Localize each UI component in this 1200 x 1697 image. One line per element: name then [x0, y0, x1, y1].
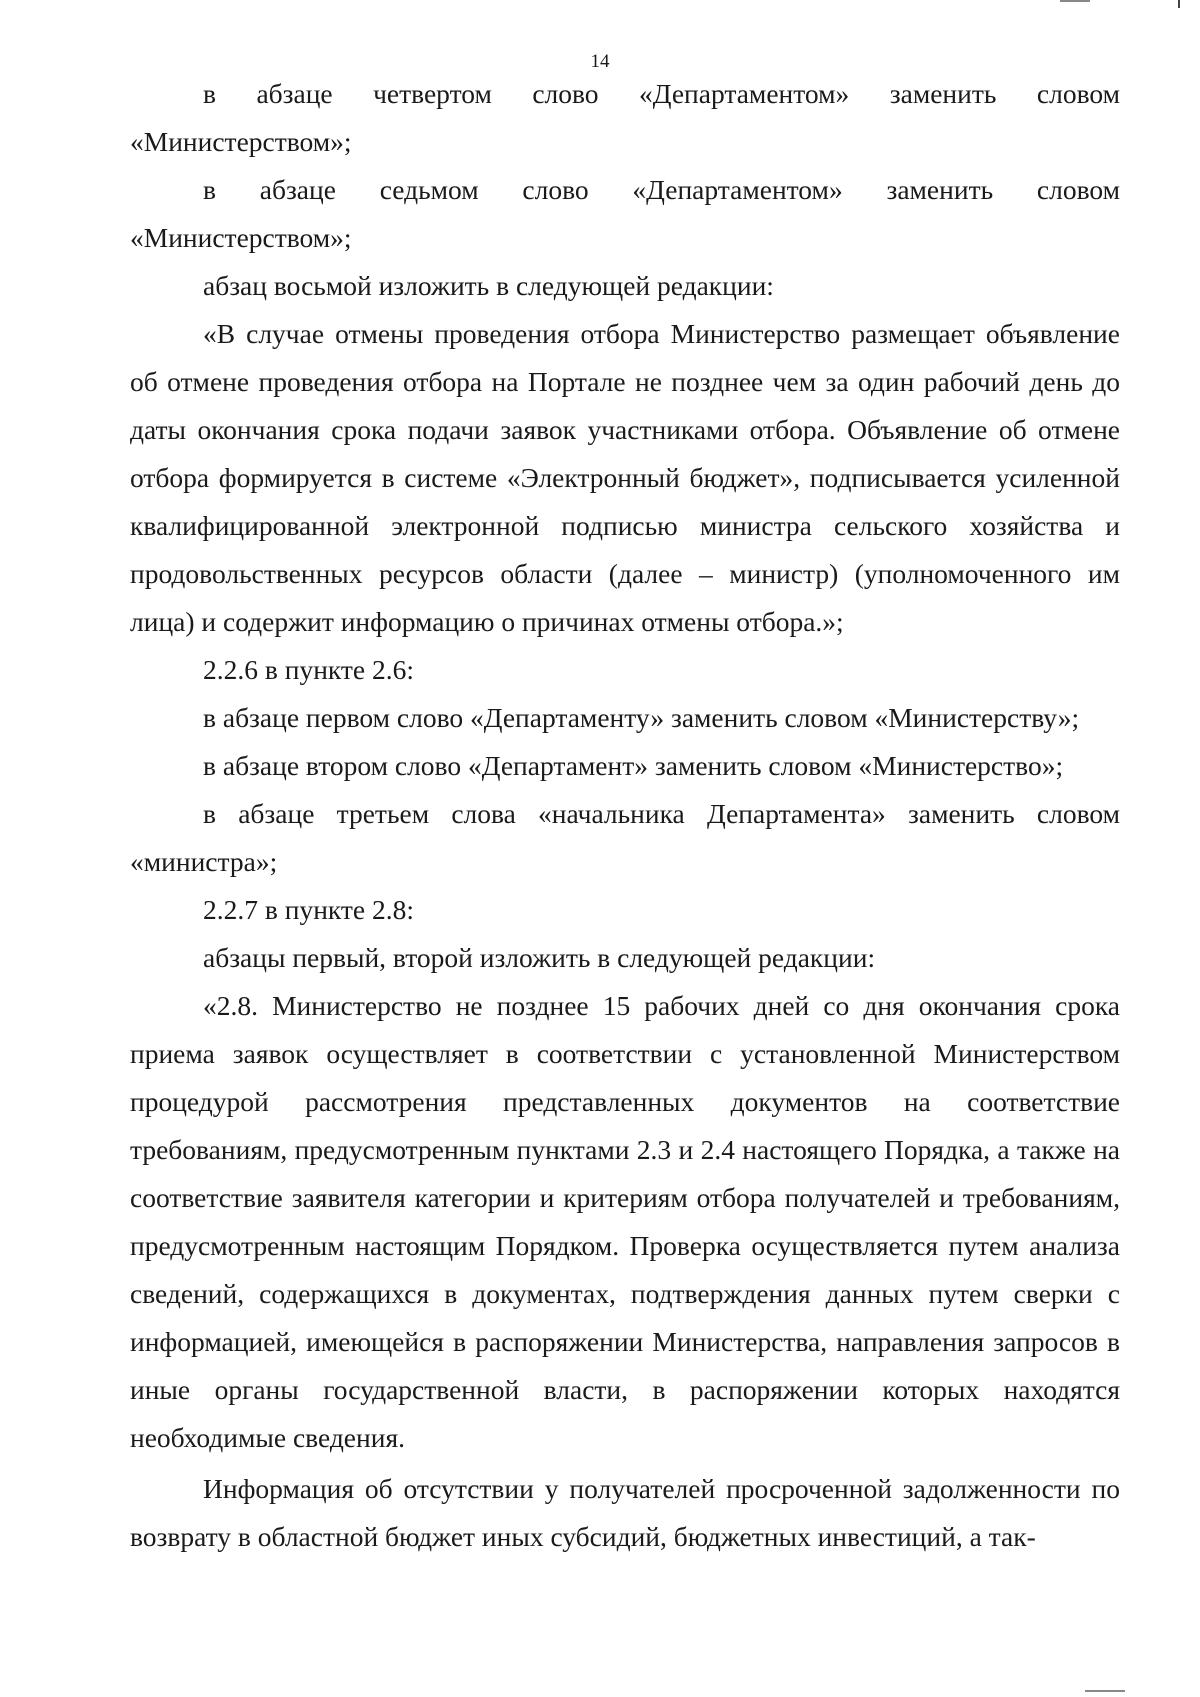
scan-artifact-bottom-right	[1085, 1690, 1125, 1692]
paragraph-2: в абзаце седьмом слово «Департаментом» заменить словом «Министерством»;	[130, 174, 1120, 253]
paragraph-3: абзац восьмой изложить в следующей редакции:	[203, 270, 774, 301]
paragraph-5: 2.2.6 в пункте 2.6:	[203, 654, 415, 685]
scan-artifact-top-right	[1178, 0, 1180, 8]
paragraph-7: в абзаце втором слово «Департамент» заменить словом «Министерство»;	[203, 750, 1064, 781]
paragraph-8: в абзаце третьем слова «начальника Департамента» заменить словом «министра»;	[130, 798, 1120, 877]
scan-artifact-top-right-dash	[1060, 0, 1090, 2]
paragraph-6: в абзаце первом слово «Департаменту» заменить словом «Министерству»;	[203, 702, 1080, 733]
paragraph-11: «2.8. Министерство не позднее 15 рабочих дней со дня окончания срока приема заявок осуществляет в соответствии с установленной Министерством процедурой рассмотрения представленных документов на соответствие требованиям, предусмотренным пунктами 2.3 и 2.4 настоящего Порядка, а также на соответствие заявителя категории и критериям отбора получателей и требованиям, предусмотренным настоящим Порядком. Проверка осуществляется путем анализа сведений, содержащихся в документах, подтверждения данных путем сверки с информацией, имеющейся в распоряжении Министерства, направления запросов в иные органы государственной власти, в распоряжении которых находятся необходимые сведения.	[130, 990, 1120, 1453]
paragraph-9: 2.2.7 в пункте 2.8:	[203, 894, 415, 925]
paragraph-12: Информация об отсутствии у получателей просроченной задолженности по возврату в областной бюджет иных субсидий, бюджетных инвестиций, а так-	[130, 1473, 1120, 1552]
paragraph-4: «В случае отмены проведения отбора Министерство размещает объявление об отмене проведения отбора на Портале не позднее чем за один рабочий день до даты окончания срока подачи заявок участниками отбора. Объявление об отмене отбора формируется в системе «Электронный бюджет», подписывается усиленной квалифицированной электронной подписью министра сельского хозяйства и продовольственных ресурсов области (далее – министр) (уполномоченного им лица) и содержит информацию о причинах отмены отбора.»;	[130, 318, 1120, 637]
document-body	[130, 70, 1120, 1561]
page-number: 14	[590, 51, 610, 72]
paragraph-1: в абзаце четвертом слово «Департаментом» заменить словом «Министерством»;	[130, 78, 1120, 157]
paragraph-10: абзацы первый, второй изложить в следующей редакции:	[203, 942, 876, 973]
